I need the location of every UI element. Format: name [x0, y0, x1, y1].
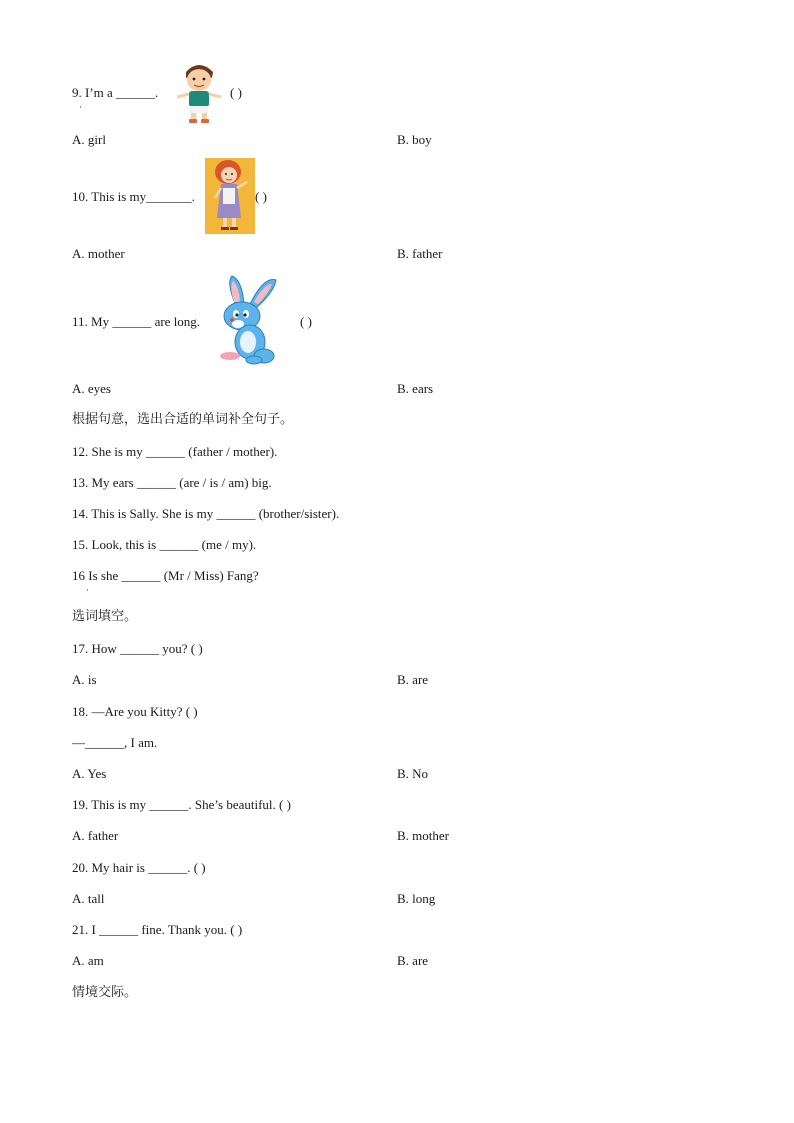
q10-answer-blank: ( )	[255, 189, 267, 204]
section-title-situational-dialogue: 情境交际。	[72, 985, 138, 1000]
q19-stem: 19. This is my ______. She’s beautiful. ( )	[72, 797, 291, 812]
section-title-choose-words: 选词填空。	[72, 609, 138, 624]
q14-stem: 14. This is Sally. She is my ______ (brother/sister).	[72, 506, 340, 521]
q18-option-a[interactable]: A. Yes	[72, 766, 107, 781]
q18-option-b[interactable]: B. No	[397, 766, 429, 781]
section-title-fill-words: 根据句意，选出合适的单词补全句子。	[72, 412, 294, 427]
q18-reply: —______, I am.	[72, 735, 158, 750]
q20-stem: 20. My hair is ______. ( )	[72, 860, 206, 875]
q11-option-a[interactable]: A. eyes	[72, 381, 111, 396]
q21-option-b[interactable]: B. are	[397, 953, 429, 968]
q16-stem: 16 Is she ______ (Mr / Miss) Fang?	[72, 568, 259, 583]
q10-option-a[interactable]: A. mother	[72, 246, 125, 261]
q16-dot: ·	[86, 585, 89, 595]
q11-stem: 11. My ______ are long.	[72, 314, 201, 329]
q13-stem: 13. My ears ______ (are / is / am) big.	[72, 475, 272, 490]
q21-option-a[interactable]: A. am	[72, 953, 104, 968]
q19-option-a[interactable]: A. father	[72, 828, 119, 843]
q21-stem: 21. I ______ fine. Thank you. ( )	[72, 922, 243, 937]
q9-option-b[interactable]: B. boy	[397, 132, 432, 147]
q20-option-b[interactable]: B. long	[397, 891, 436, 906]
q9-dot: ·	[79, 102, 82, 112]
q12-stem: 12. She is my ______ (father / mother).	[72, 444, 278, 459]
q17-option-b[interactable]: B. are	[397, 672, 429, 687]
q18-stem: 18. —Are you Kitty? ( )	[72, 704, 198, 719]
q9-option-a[interactable]: A. girl	[72, 132, 106, 147]
q9-stem: 9. I’m a ______.	[72, 85, 159, 100]
q11-option-b[interactable]: B. ears	[397, 381, 434, 396]
q9-answer-blank: ( )	[230, 85, 242, 100]
q17-stem: 17. How ______ you? ( )	[72, 641, 203, 656]
q17-option-a[interactable]: A. is	[72, 672, 97, 687]
q11-answer-blank: ( )	[300, 314, 312, 329]
q10-stem: 10. This is my_______.	[72, 189, 195, 204]
q10-option-b[interactable]: B. father	[397, 246, 443, 261]
q15-stem: 15. Look, this is ______ (me / my).	[72, 537, 257, 552]
rabbit-cartoon-icon	[214, 274, 282, 368]
q19-option-b[interactable]: B. mother	[397, 828, 449, 843]
boy-cartoon-icon	[172, 60, 226, 124]
mother-cartoon-icon	[205, 158, 255, 234]
q20-option-a[interactable]: A. tall	[72, 891, 105, 906]
